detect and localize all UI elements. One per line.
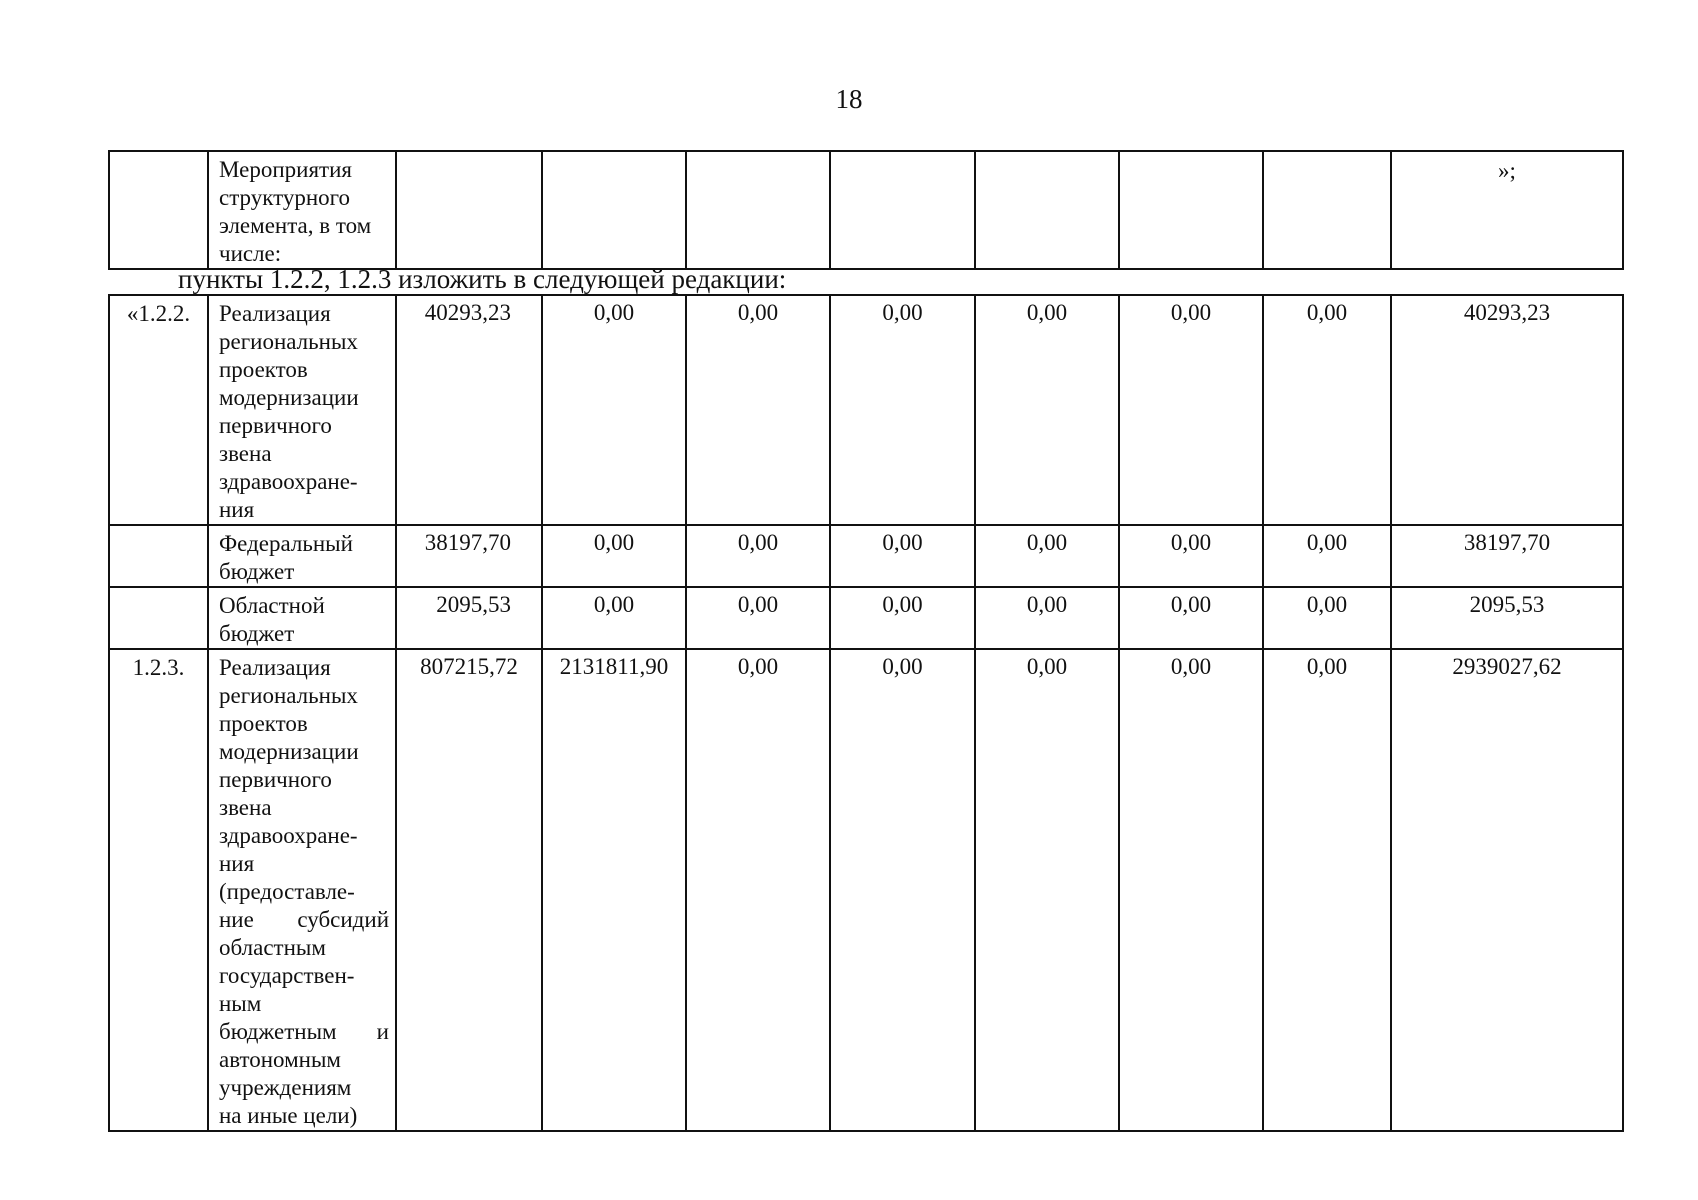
row-name-line: модернизации	[219, 739, 359, 764]
row-number	[109, 525, 208, 587]
row-name-line: учреждениям	[219, 1075, 352, 1100]
value-cell: 0,00	[975, 295, 1119, 525]
value-cell: 0,00	[1119, 525, 1263, 587]
row-name	[208, 649, 396, 1131]
value-cell: 0,00	[975, 525, 1119, 587]
row-name: Реализация региональных проектов модернизации первичного звена здравоохране-ния	[208, 295, 396, 525]
value-cell: 0,00	[1119, 587, 1263, 649]
top-table-closing-mark: »;	[1391, 151, 1623, 269]
row-name-line: автономным	[219, 1047, 341, 1072]
value-cell: 0,00	[830, 587, 975, 649]
value-cell: 0,00	[686, 295, 830, 525]
row-name-line: звена	[219, 795, 272, 820]
value-cell: 0,00	[1119, 649, 1263, 1131]
table-row	[109, 587, 1623, 649]
value-cell: 0,00	[975, 587, 1119, 649]
row-name: Областной бюджет	[208, 587, 396, 649]
row-name-line: областным	[219, 935, 326, 960]
total-cell: 2095,53	[1391, 587, 1623, 649]
main-table	[108, 294, 1624, 1132]
table-row	[109, 295, 1623, 525]
value-cell: 0,00	[686, 649, 830, 1131]
row-name-line: государствен-	[219, 963, 355, 988]
row-number	[109, 587, 208, 649]
row-name-line: ным	[219, 991, 262, 1016]
row-name-line: Реализация	[219, 655, 331, 680]
row-name: Федеральный бюджет	[208, 525, 396, 587]
value-cell: 0,00	[830, 295, 975, 525]
value-cell: 0,00	[1119, 295, 1263, 525]
value-cell: 807215,72	[396, 649, 542, 1131]
table-row	[109, 649, 1623, 1131]
top-table-cell	[396, 151, 542, 269]
value-cell: 0,00	[686, 525, 830, 587]
value-cell: 0,00	[830, 649, 975, 1131]
page-number: 18	[835, 84, 863, 114]
top-table-cell	[975, 151, 1119, 269]
value-cell: 0,00	[686, 587, 830, 649]
value-cell: 0,00	[542, 295, 686, 525]
row-name-line: на иные цели)	[219, 1103, 358, 1128]
value-cell: 38197,70	[396, 525, 542, 587]
total-cell: 2939027,62	[1391, 649, 1623, 1131]
top-table-cell	[542, 151, 686, 269]
intro-line: пункты 1.2.2, 1.2.3 изложить в следующей редакции:	[178, 264, 787, 294]
row-name-line: первичного	[219, 767, 332, 792]
value-cell: 0,00	[975, 649, 1119, 1131]
row-number: «1.2.2.	[109, 295, 208, 525]
row-name-line: региональных	[219, 683, 358, 708]
value-cell: 0,00	[1263, 649, 1391, 1131]
row-name-line: проектов	[219, 711, 308, 736]
value-cell: 0,00	[542, 525, 686, 587]
value-cell: 40293,23	[396, 295, 542, 525]
row-name-line: здравоохране-	[219, 823, 358, 848]
row-name-line: (предоставле-	[219, 879, 355, 904]
value-cell: 0,00	[1263, 587, 1391, 649]
top-table-cell	[1263, 151, 1391, 269]
top-table-cell	[1119, 151, 1263, 269]
row-name-line: ние субсидий	[219, 907, 389, 932]
total-cell: 38197,70	[1391, 525, 1623, 587]
top-table-label: Мероприятия структурного элемента, в том числе:	[208, 151, 396, 269]
total-cell: 40293,23	[1391, 295, 1623, 525]
value-cell: 0,00	[542, 587, 686, 649]
value-cell: 0,00	[1263, 295, 1391, 525]
top-table-cell	[830, 151, 975, 269]
value-cell: 0,00	[830, 525, 975, 587]
value-cell: 2095,53	[396, 587, 542, 649]
row-name-line: бюджетным и	[219, 1019, 389, 1044]
top-table-cell	[686, 151, 830, 269]
value-cell: 2131811,90	[542, 649, 686, 1131]
row-number: 1.2.3.	[109, 649, 208, 1131]
value-cell: 0,00	[1263, 525, 1391, 587]
table-row	[109, 525, 1623, 587]
row-name-line: ния	[219, 851, 255, 876]
top-table-num-cell	[109, 151, 208, 269]
top-table	[108, 150, 1624, 270]
